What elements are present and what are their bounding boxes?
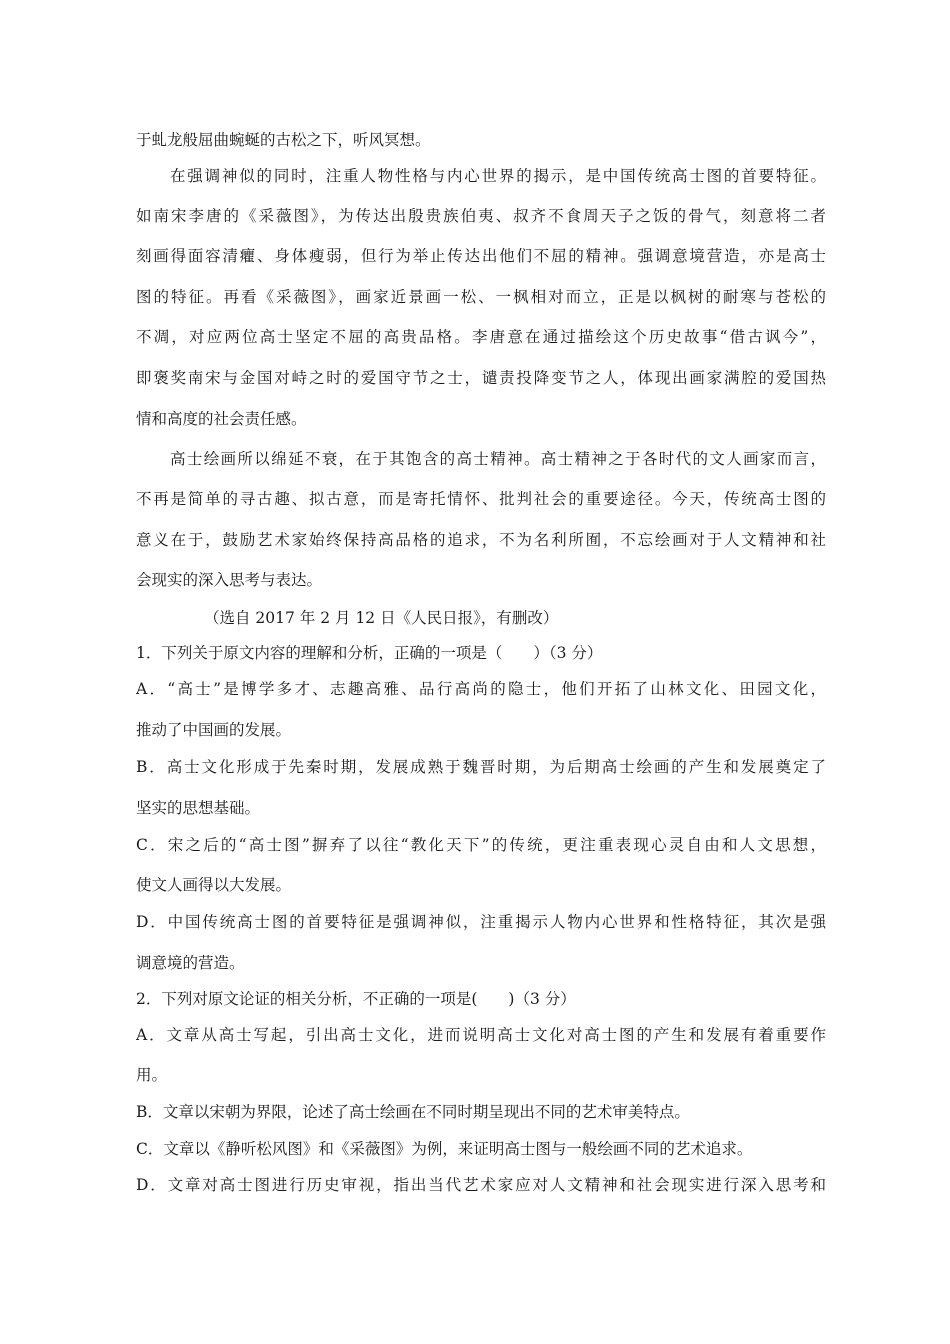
- question-1-stem: 1．下列关于原文内容的理解和分析，正确的一项是（ ）（3 分）: [136, 644, 603, 662]
- source-citation: （选自 2017 年 2 月 12 日《人民日报》，有删改）: [204, 609, 559, 627]
- question-1-option-c: C．宋之后的“高士图”摒弃了以往“教化天下”的传统，更注重表现心灵自由和人文思想，: [136, 836, 826, 854]
- passage-line: 即褒奖南宋与金国对峙之时的爱国守节之士，谴责投降变节之人，体现出画家满腔的爱国热: [136, 369, 826, 387]
- question-2-option-c: C．文章以《静听松风图》和《采薇图》为例，来证明高士图与一般绘画不同的艺术追求。: [136, 1140, 753, 1158]
- passage-line: 不凋，对应两位高士坚定不屈的高贵品格。李唐意在通过描绘这个历史故事“借古讽今”，: [136, 328, 826, 346]
- question-1-option-b-cont: 坚实的思想基础。: [136, 799, 261, 817]
- question-1-option-b: B．高士文化形成于先秦时期，发展成熟于魏晋时期，为后期高士绘画的产生和发展奠定了: [136, 758, 826, 776]
- passage-line: 在强调神似的同时，注重人物性格与内心世界的揭示，是中国传统高士图的首要特征。: [170, 167, 826, 185]
- question-2-option-d: D．文章对高士图进行历史审视，指出当代艺术家应对人文精神和社会现实进行深入思考和: [136, 1176, 826, 1194]
- question-1-option-d-cont: 调意境的营造。: [136, 954, 245, 972]
- passage-line: 如南宋李唐的《采薇图》，为传达出殷贵族伯夷、叔齐不食周天子之饭的骨气，刻意将二者: [136, 207, 826, 225]
- passage-line: 高士绘画所以绵延不衰，在于其饱含的高士精神。高士精神之于各时代的文人画家而言，: [170, 450, 826, 468]
- passage-line: 会现实的深入思考与表达。: [136, 571, 323, 589]
- question-1-option-a-cont: 推动了中国画的发展。: [136, 721, 292, 739]
- passage-line: 不再是简单的寻古趣、拟古意，而是寄托情怀、批判社会的重要途径。今天，传统高士图的: [136, 490, 826, 508]
- question-2-option-a-cont: 用。: [136, 1066, 168, 1084]
- question-2-option-a: A．文章从高士写起，引出高士文化，进而说明高士文化对高士图的产生和发展有着重要作: [136, 1026, 826, 1044]
- passage-line: 于虬龙般屈曲蜿蜒的古松之下，听风冥想。: [136, 131, 431, 149]
- question-1-option-a: A．“高士”是博学多才、志趣高雅、品行高尚的隐士，他们开拓了山林文化、田园文化，: [136, 680, 826, 698]
- question-2-stem: 2．下列对原文论证的相关分析，不正确的一项是( )（3 分）: [136, 990, 576, 1008]
- passage-line: 情和高度的社会责任感。: [136, 410, 307, 428]
- question-1-option-c-cont: 使文人画得以大发展。: [136, 876, 292, 894]
- passage-line: 意义在于，鼓励艺术家始终保持高品格的追求，不为名利所囿，不忘绘画对于人文精神和社: [136, 531, 826, 549]
- passage-line: 图的特征。再看《采薇图》，画家近景画一松、一枫相对而立，正是以枫树的耐寒与苍松的: [136, 288, 826, 306]
- passage-line: 刻画得面容清癯、身体瘦弱，但行为举止传达出他们不屈的精神。强调意境营造，亦是高士: [136, 247, 826, 265]
- question-1-option-d: D．中国传统高士图的首要特征是强调神似，注重揭示人物内心世界和性格特征，其次是强: [136, 913, 826, 931]
- question-2-option-b: B．文章以宋朝为界限，论述了高士绘画在不同时期呈现出不同的艺术审美特点。: [136, 1103, 690, 1121]
